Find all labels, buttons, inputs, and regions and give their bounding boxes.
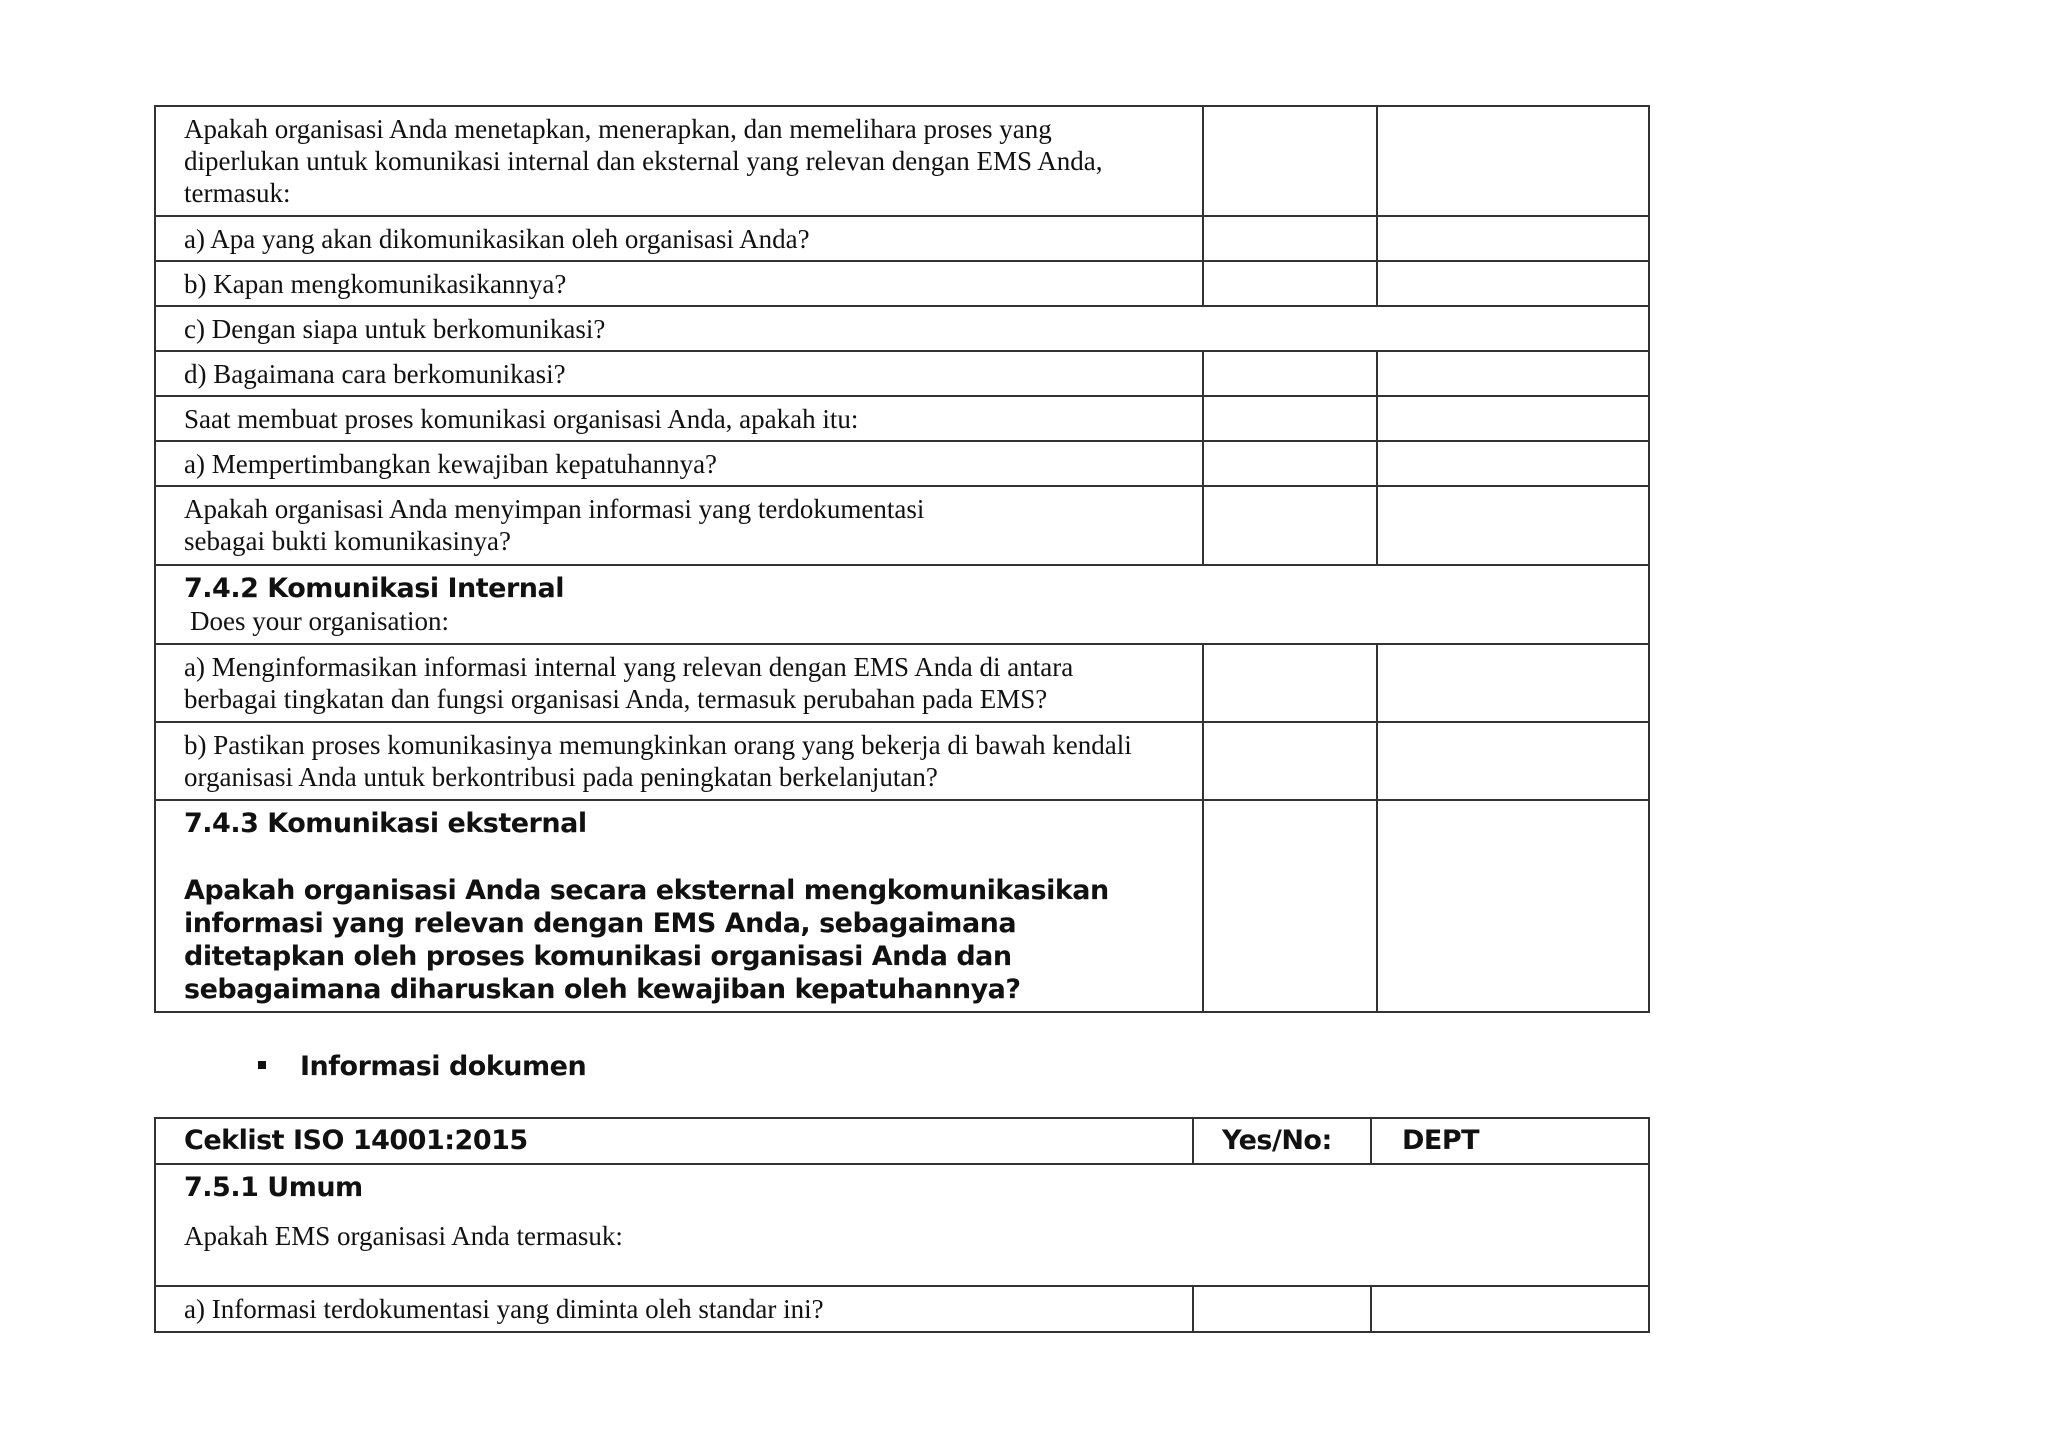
question-cell [155,261,1203,306]
dept-cell[interactable] [1377,351,1649,396]
question-text: Saat membuat proses komunikasi organisasi Anda, apakah itu: [184,404,859,434]
header-yes-no-label: Yes/No: [1222,1125,1332,1156]
header-dept-label: DEPT [1402,1125,1480,1156]
header-checklist-label: Ceklist ISO 14001:2015 [184,1125,528,1156]
question-text: a) Mempertimbangkan kewajiban kepatuhannya? [184,449,718,479]
table-row [155,306,1649,351]
dept-cell[interactable] [1377,800,1649,1012]
section-bullet [258,1050,586,1084]
question-cell [155,351,1203,396]
question-text: a) Apa yang akan dikomunikasikan oleh organisasi Anda? [184,224,810,254]
section-subtext: Apakah EMS organisasi Anda termasuk: [184,1221,623,1251]
section-cell [155,1164,1649,1286]
table-row [155,261,1649,306]
question-text: d) Bagaimana cara berkomunikasi? [184,359,566,389]
table-row [155,722,1649,800]
header-dept [1371,1118,1649,1164]
section-row [155,1164,1649,1286]
table-row [155,800,1649,1012]
question-cell [155,106,1203,216]
question-cell [155,722,1203,800]
header-yes-no [1193,1118,1371,1164]
bullet-label: Informasi dokumen [300,1051,587,1082]
dept-cell[interactable] [1377,441,1649,486]
question-cell [155,486,1203,565]
question-cell [155,441,1203,486]
table-row [155,396,1649,441]
answer-cell[interactable] [1203,351,1377,396]
question-cell [155,216,1203,261]
table-row [155,1286,1649,1332]
answer-cell[interactable] [1203,800,1377,1012]
table-row [155,486,1649,565]
question-cell [155,1286,1193,1332]
question-text: b) Pastikan proses komunikasinya memungkinkan orang yang bekerja di bawah kendali organisasi Anda untuk berkontribusi pada peningkatan berkelanjutan? [184,730,1132,792]
table-row [155,216,1649,261]
checklist-table-communication [154,105,1650,1013]
answer-cell[interactable] [1203,261,1377,306]
question-text: c) Dengan siapa untuk berkomunikasi? [184,314,606,344]
answer-cell[interactable] [1203,216,1377,261]
dept-cell[interactable] [1377,216,1649,261]
answer-cell[interactable] [1203,106,1377,216]
table-row [155,351,1649,396]
square-bullet-icon [258,1061,266,1069]
section-row [155,565,1649,644]
question-cell [155,800,1203,1012]
dept-cell[interactable] [1371,1286,1649,1332]
dept-cell[interactable] [1377,106,1649,216]
question-text: a) Informasi terdokumentasi yang diminta oleh standar ini? [184,1294,824,1324]
question-text: b) Kapan mengkomunikasikannya? [184,269,567,299]
answer-cell[interactable] [1193,1286,1371,1332]
section-heading-742: 7.4.2 Komunikasi Internal [184,573,565,604]
table-row [155,441,1649,486]
answer-cell[interactable] [1203,486,1377,565]
question-cell [155,306,1649,351]
dept-cell[interactable] [1377,486,1649,565]
section-heading-743: 7.4.3 Komunikasi eksternal [184,808,587,839]
dept-cell[interactable] [1377,722,1649,800]
dept-cell[interactable] [1377,644,1649,722]
answer-cell[interactable] [1203,722,1377,800]
table-row [155,644,1649,722]
section-heading-751: 7.5.1 Umum [184,1172,363,1203]
table-row [155,106,1649,216]
section-cell [155,565,1649,644]
dept-cell[interactable] [1377,261,1649,306]
question-text: a) Menginformasikan informasi internal yang relevan dengan EMS Anda di antara berbagai tingkatan dan fungsi organisasi Anda, termasuk perubahan pada EMS? [184,652,1074,714]
header-row [155,1118,1649,1164]
question-text: Apakah organisasi Anda menyimpan informasi yang terdokumentasi sebagai bukti komunikasinya? [184,494,925,556]
spacer [184,840,1162,874]
answer-cell[interactable] [1203,396,1377,441]
question-cell [155,644,1203,722]
question-text: Apakah organisasi Anda secara eksternal mengkomunikasikan informasi yang relevan dengan EMS Anda, sebagaimana ditetapkan oleh proses komunikasi organisasi Anda dan sebagaimana diharuskan oleh kewajiban kepatuhannya? [184,875,1109,1005]
header-checklist [155,1118,1193,1164]
answer-cell[interactable] [1203,441,1377,486]
answer-cell[interactable] [1203,644,1377,722]
question-text: Apakah organisasi Anda menetapkan, menerapkan, dan memelihara proses yang diperlukan untuk komunikasi internal dan eksternal yang relevan dengan EMS Anda, termasuk: [184,114,1103,208]
checklist-table-documented-info [154,1117,1650,1333]
dept-cell[interactable] [1377,396,1649,441]
section-subtext: Does your organisation: [190,606,449,636]
question-cell [155,396,1203,441]
